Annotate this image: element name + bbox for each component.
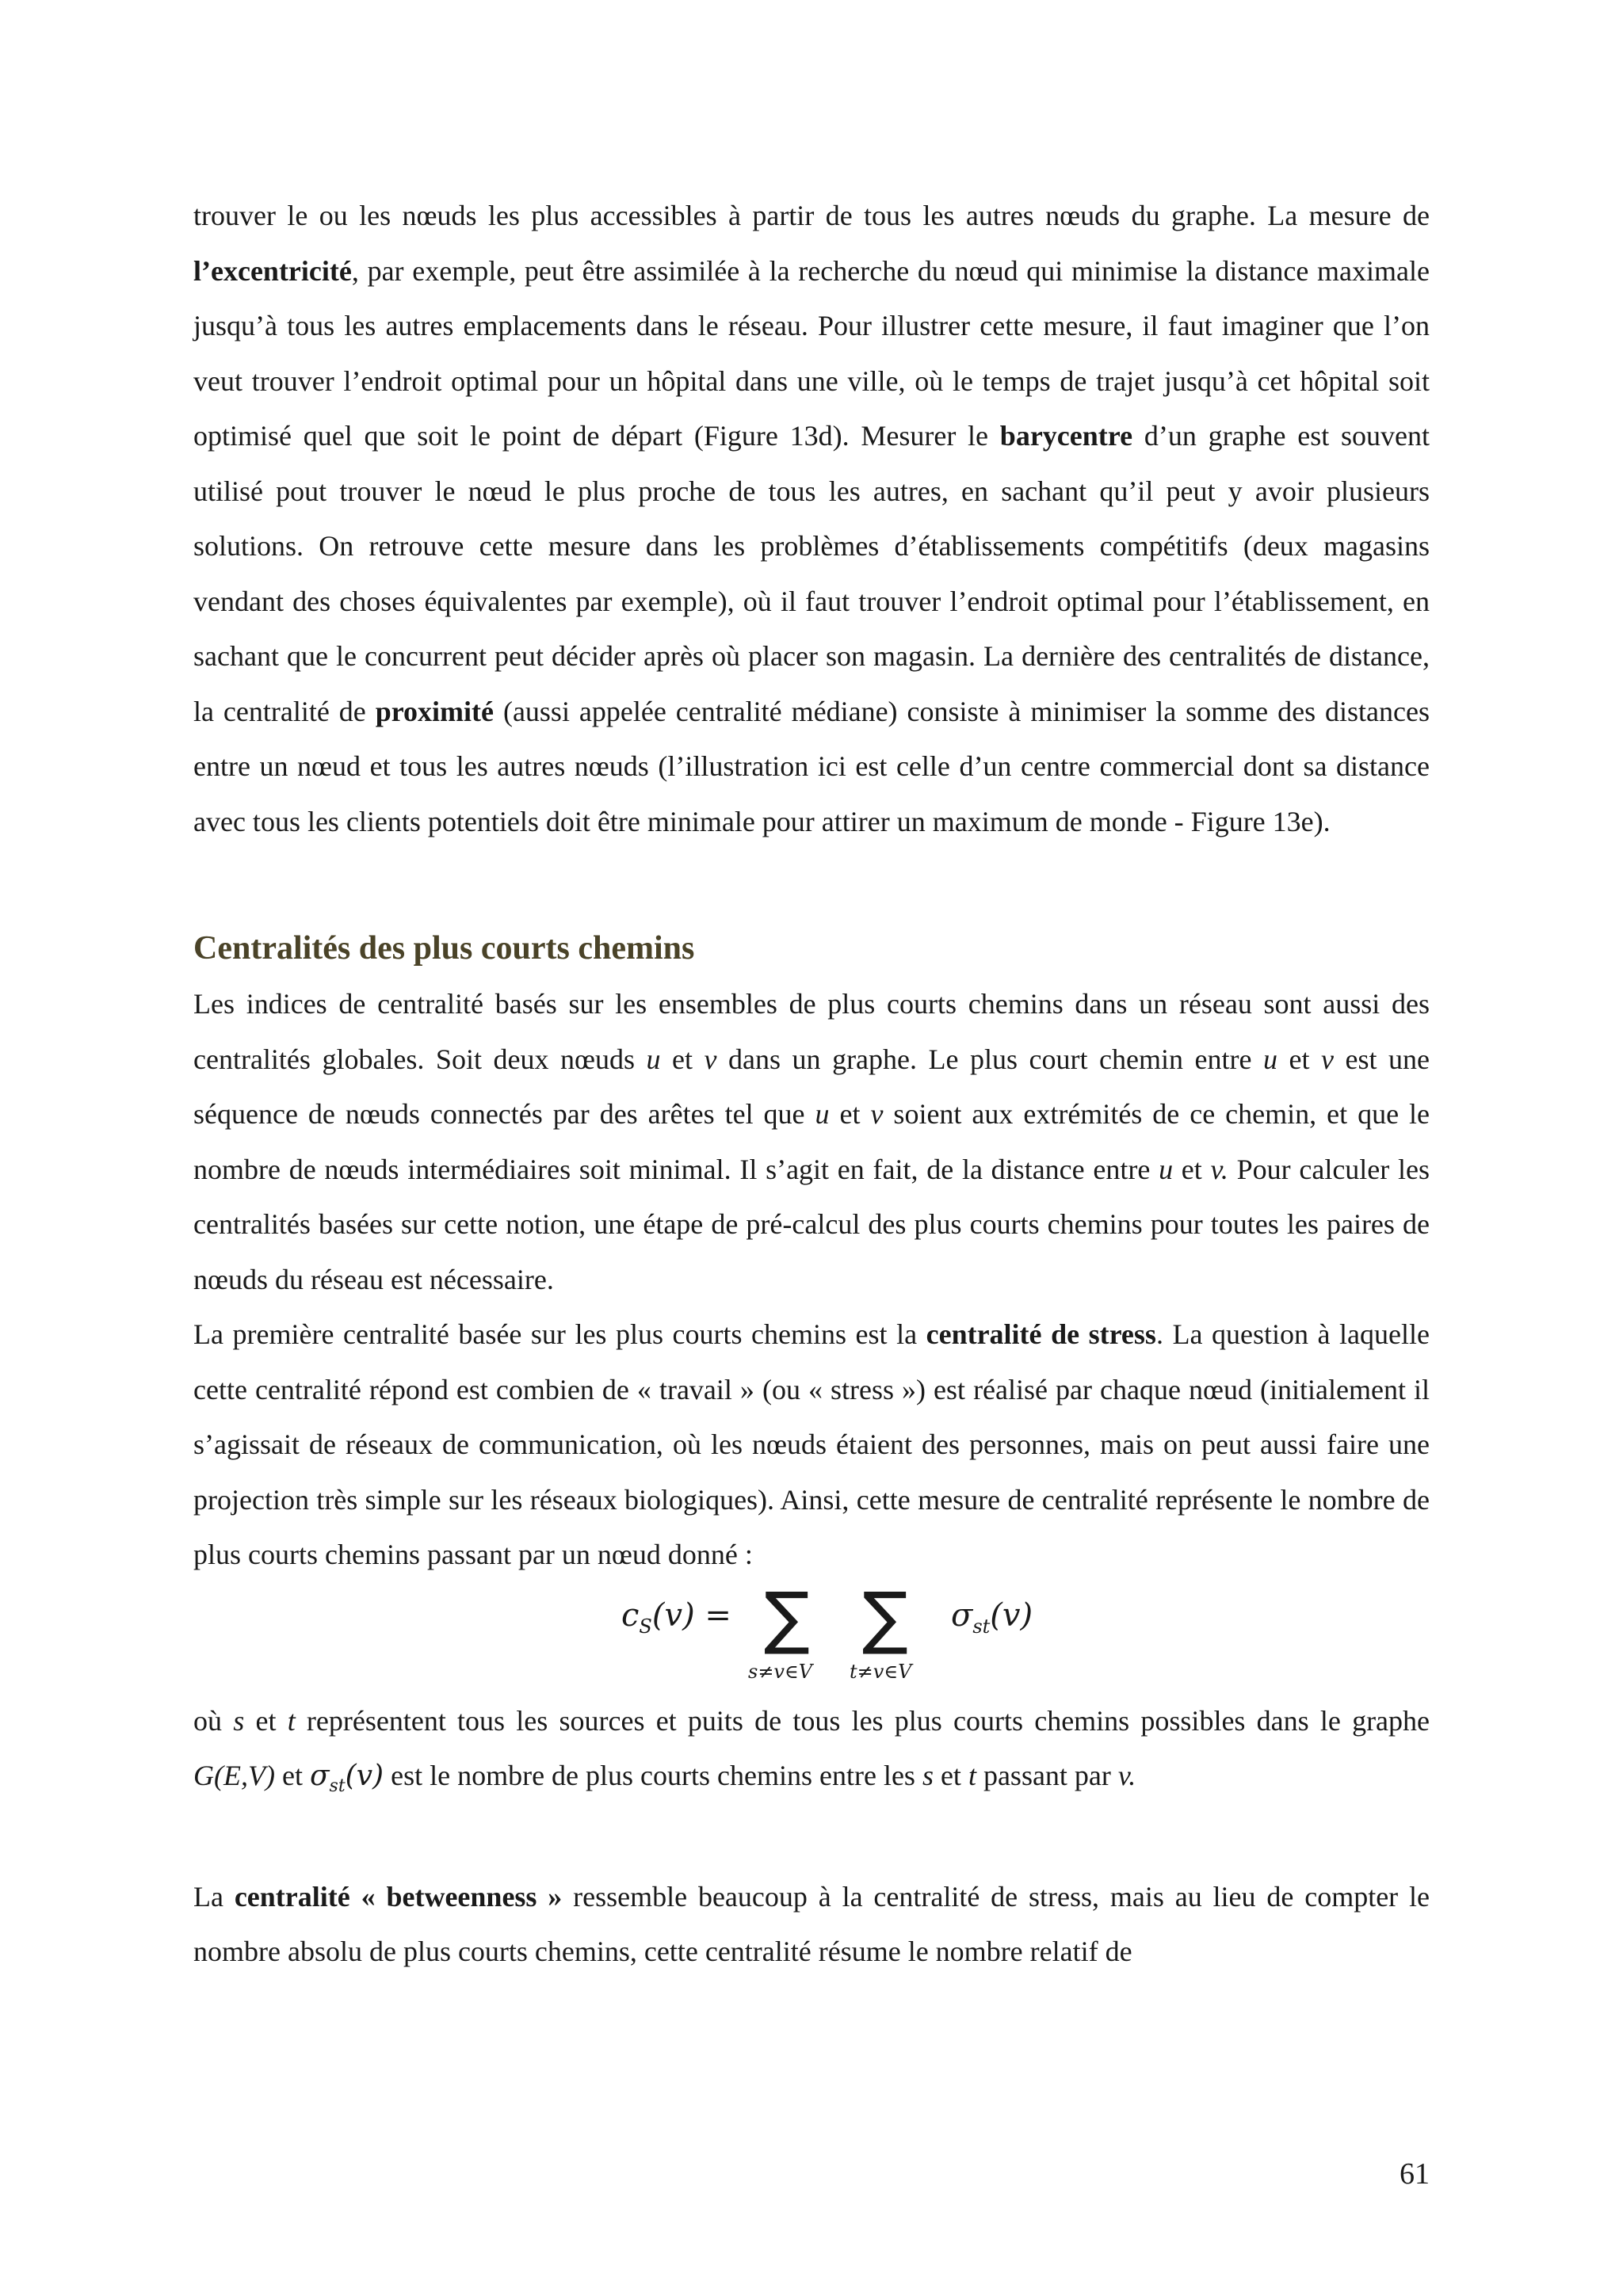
- shortest-paths-paragraph: [193, 977, 1430, 1307]
- var-u: u: [1159, 1153, 1174, 1185]
- graph-notation: G(E,V): [193, 1760, 275, 1791]
- sigma-st-inline: $\sigma_{st}(v)$: [309, 1760, 384, 1797]
- text-run: est le nombre de plus courts chemins entre les: [384, 1760, 922, 1791]
- var-u: u: [646, 1043, 661, 1075]
- text-run: et: [933, 1760, 968, 1791]
- term-betweenness: centralité « betweenness »: [234, 1880, 563, 1913]
- text-run: ressemble beaucoup à la centralité de stress, mais au lieu de compter le nombre absolu de plus courts chemins, cette centralité résume le nombre relatif de: [193, 1880, 1430, 1968]
- term-barycentre: barycentre: [999, 420, 1133, 452]
- var-v: v.: [1210, 1153, 1228, 1185]
- text-run: et: [274, 1760, 310, 1791]
- text-run: La: [193, 1880, 235, 1913]
- formula-rhs: $\sigma_{st}(v)$: [951, 1596, 1033, 1638]
- var-v: v: [1321, 1043, 1334, 1075]
- spacer: [193, 849, 1430, 925]
- section-heading: Centralités des plus courts chemins: [193, 930, 695, 967]
- sum-symbol: ∑: [862, 1577, 908, 1657]
- term-centralite-stress: centralité de stress: [926, 1318, 1156, 1350]
- var-t: t: [287, 1704, 296, 1737]
- text-run: et: [1277, 1043, 1322, 1075]
- sum-subscript-s: s≠v∈V: [748, 1660, 813, 1683]
- text-run: où: [193, 1704, 234, 1737]
- term-excentricite: l’excentricité: [193, 254, 352, 287]
- sum-symbol: ∑: [764, 1577, 810, 1657]
- text-run: La première centralité basée sur les plus courts chemins est la: [193, 1318, 926, 1350]
- term-proximite: proximité: [375, 695, 495, 727]
- var-s: s: [922, 1760, 934, 1791]
- sum-subscript-t: t≠v∈V: [850, 1660, 912, 1683]
- text-run: , par exemple, peut être assimilée à la recherche du nœud qui minimise la distance maximale jusqu’à tous les autres emplacements dans le réseau. Pour illustrer cette mesure, il faut imaginer que l’on veut trouver l’endroit optimal pour un hôpital dans une ville, où le temps de trajet jusqu’à cet hôpital soit optimisé quel que soit le point de départ (Figure 13d). Mesurer le: [193, 254, 1430, 452]
- text-run: et: [1173, 1153, 1211, 1185]
- page-content: [193, 189, 1430, 1980]
- text-run: (aussi appelée centralité médiane) consiste à minimiser la somme des distances entre un nœud et tous les autres nœuds (l’illustration ici est celle d’un centre commercial dont sa distance avec tous les clients potentiels doit être minimale pour attirer un maximum de monde - Figure 13e).: [193, 695, 1430, 837]
- stress-paragraph: [193, 1307, 1430, 1583]
- text-run: Pour calculer les centralités basées sur cette notion, une étape de pré-calcul des plus courts chemins pour toutes les paires de nœuds du réseau est nécessaire.: [193, 1153, 1430, 1295]
- after-formula-paragraph: [193, 1694, 1430, 1814]
- var-v: v: [870, 1098, 884, 1130]
- text-run: soient aux extrémités de ce chemin, et que le nombre de nœuds intermédiaires soit minimal. Il s’agit en fait, de la distance entre: [193, 1098, 1430, 1185]
- var-t: t: [968, 1760, 976, 1791]
- text-run: passant par: [976, 1760, 1118, 1791]
- var-v: v.: [1117, 1760, 1136, 1791]
- page-number: 61: [1400, 2157, 1430, 2191]
- text-run: est une séquence de nœuds connectés par des arêtes tel que: [193, 1043, 1430, 1130]
- formula-lhs: $c_S(v)$ =: [621, 1596, 731, 1638]
- text-run: et: [829, 1098, 871, 1130]
- text-run: dans un graphe. Le plus court chemin entre: [716, 1043, 1263, 1075]
- var-s: s: [233, 1704, 245, 1737]
- text-run: représentent tous les sources et puits de tous les plus courts chemins possibles dans le graphe: [295, 1704, 1430, 1737]
- text-run: trouver le ou les nœuds les plus accessibles à partir de tous les autres nœuds du graphe. La mesure de: [193, 200, 1430, 231]
- betweenness-paragraph: [193, 1870, 1430, 1980]
- text-run: et: [244, 1704, 288, 1737]
- text-run: et: [660, 1043, 705, 1075]
- text-run: Les indices de centralité basés sur les ensembles de plus courts chemins dans un réseau sont aussi des centralités globales. Soit deux nœuds: [193, 988, 1430, 1075]
- var-u: u: [815, 1098, 830, 1130]
- var-v: v: [704, 1043, 717, 1075]
- text-run: . La question à laquelle cette centralité répond est combien de « travail » (ou « stress ») est réalisé par chaque nœud (initialement il s’agissait de réseaux de communication, où les nœuds étaient des personnes, mais on peut aussi faire une projection très simple sur les réseaux biologiques). Ainsi, cette mesure de centralité représente le nombre de plus courts chemins passant par un nœud donné :: [193, 1318, 1430, 1570]
- intro-paragraph: [193, 189, 1430, 849]
- text-run: d’un graphe est souvent utilisé pout trouver le nœud le plus proche de tous les autres, en sachant qu’il peut y avoir plusieurs solutions. On retrouve cette mesure dans les problèmes d’établissements compétitifs (deux magasins vendant des choses équivalentes par exemple), où il faut trouver l’endroit optimal pour l’établissement, en sachant que le concurrent peut décider après où placer son magasin. La dernière des centralités de distance, la centralité de: [193, 420, 1430, 727]
- spacer: [193, 1814, 1430, 1870]
- var-u: u: [1262, 1043, 1277, 1075]
- stress-formula: [193, 1577, 1430, 1694]
